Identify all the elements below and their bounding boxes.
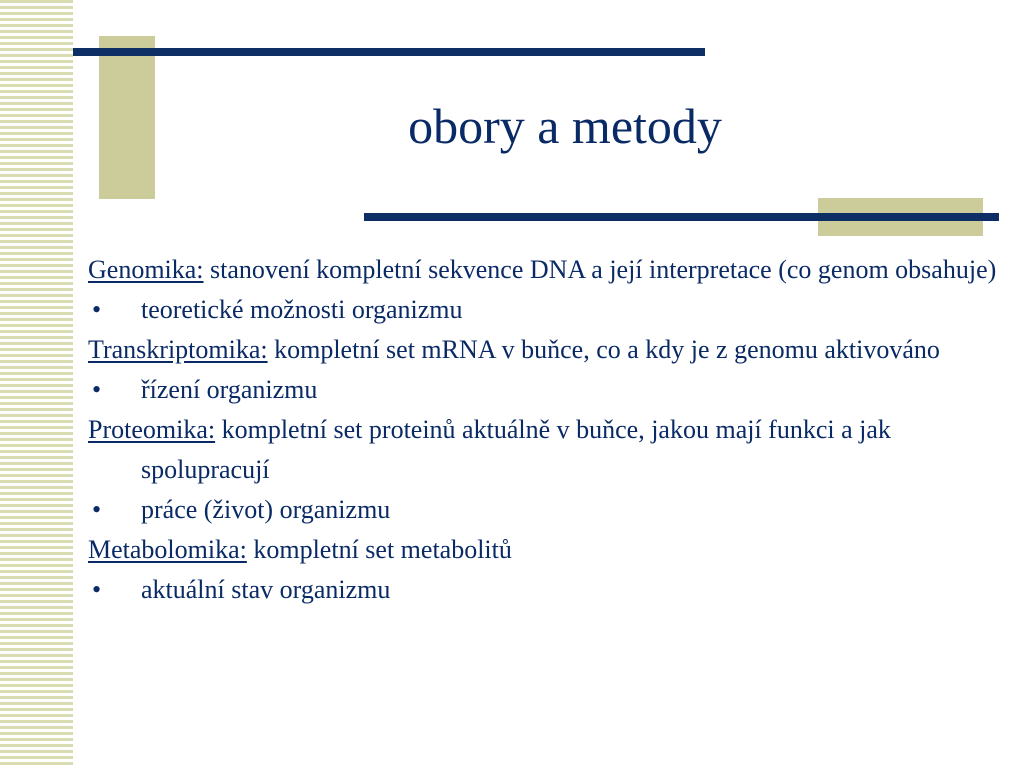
bullet-icon: • xyxy=(92,295,102,324)
definition-paragraph xyxy=(88,330,998,370)
title-rule-bottom xyxy=(364,213,999,221)
bullet-text: aktuální stav organizmu xyxy=(141,575,391,604)
definition-text: stanovení kompletní sekvence DNA a její interpretace (co genom obsahuje) xyxy=(203,255,997,284)
definition-paragraph xyxy=(88,410,998,490)
definition-term: Proteomika: xyxy=(88,415,216,444)
bullet-text: teoretické možnosti organizmu xyxy=(141,295,463,324)
definition-term: Genomika: xyxy=(88,255,204,284)
bullet-item xyxy=(88,490,998,530)
decorative-block-left xyxy=(99,36,155,199)
definition-paragraph xyxy=(88,250,998,290)
bullet-icon: • xyxy=(92,375,102,404)
definition-term: Transkriptomika: xyxy=(88,335,268,364)
slide-title: obory a metody xyxy=(408,98,722,154)
bullet-icon: • xyxy=(92,495,102,524)
slide-content xyxy=(88,250,998,610)
bullet-item xyxy=(88,570,998,610)
bullet-item xyxy=(88,370,998,410)
bullet-text: práce (život) organizmu xyxy=(141,495,391,524)
bullet-text: řízení organizmu xyxy=(141,375,318,404)
decorative-stripe-panel xyxy=(0,0,73,768)
bullet-item xyxy=(88,290,998,330)
definition-text: kompletní set mRNA v buňce, co a kdy je z genomu aktivováno xyxy=(267,335,940,364)
definition-term: Metabolomika: xyxy=(88,535,247,564)
definition-text: kompletní set metabolitů xyxy=(246,535,512,564)
title-rule-top xyxy=(73,48,705,56)
definition-text: kompletní set proteinů aktuálně v buňce, jakou mají funkci a jak spolupracují xyxy=(141,415,891,484)
bullet-icon: • xyxy=(92,575,102,604)
definition-paragraph xyxy=(88,530,998,570)
